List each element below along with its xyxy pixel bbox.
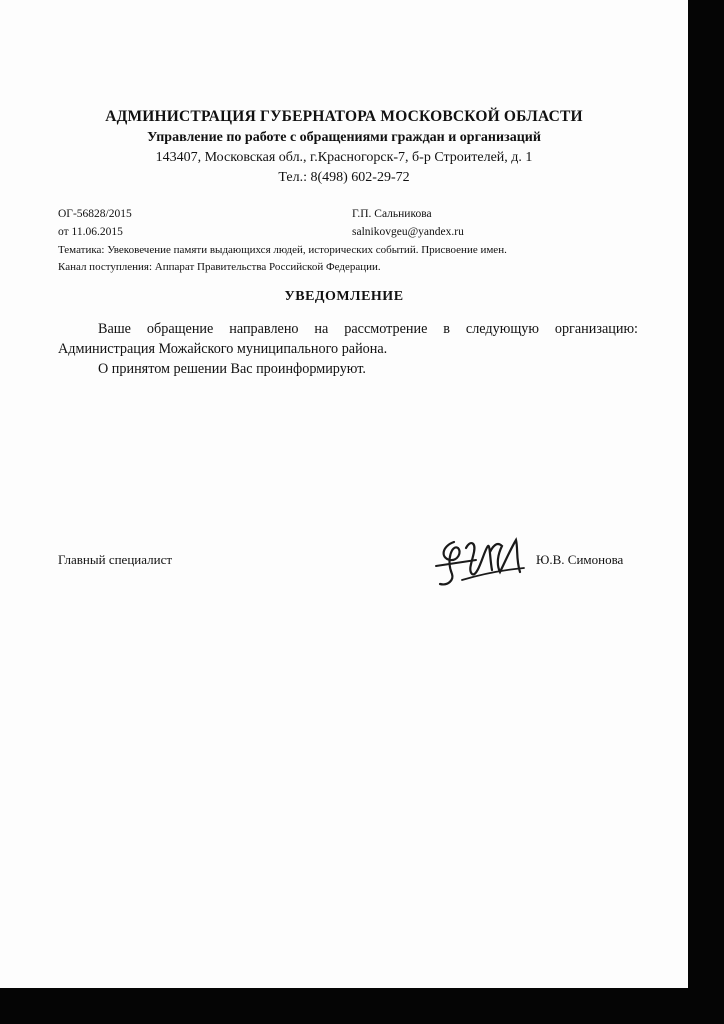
notice-paragraph-2: О принятом решении Вас проинформируют. [98,361,366,377]
notice-title: УВЕДОМЛЕНИЕ [284,289,404,304]
signer-position: Главный специалист [58,552,173,567]
department-name: Управление по работе с обращениями граждан и организаций [147,130,541,145]
org-phone: Тел.: 8(498) 602-29-72 [278,170,410,185]
recipient-name: Г.П. Сальникова [352,208,432,220]
recipient-email: salnikovgeu@yandex.ru [352,226,464,238]
scan-border-bottom [0,988,724,1024]
topic-line: Тематика: Увековечение памяти выдающихся людей, исторических событий. Присвоение имен. [58,244,507,256]
org-address: 143407, Московская обл., г.Красногорск-7, б-р Строителей, д. 1 [155,150,533,165]
signer-name: Ю.В. Симонова [536,552,624,567]
channel-line: Канал поступления: Аппарат Правительства Российской Федерации. [58,261,381,273]
scan-border-right [688,0,724,1024]
notice-paragraph-1: Ваше обращение направлено на рассмотрение в следующую организацию: Администрация Можайского муниципального района. [58,321,638,357]
reference-number: ОГ-56828/2015 [58,208,132,220]
org-title: АДМИНИСТРАЦИЯ ГУБЕРНАТОРА МОСКОВСКОЙ ОБЛАСТИ [105,108,583,125]
handwritten-signature [432,530,528,590]
reference-date: от 11.06.2015 [58,226,123,238]
